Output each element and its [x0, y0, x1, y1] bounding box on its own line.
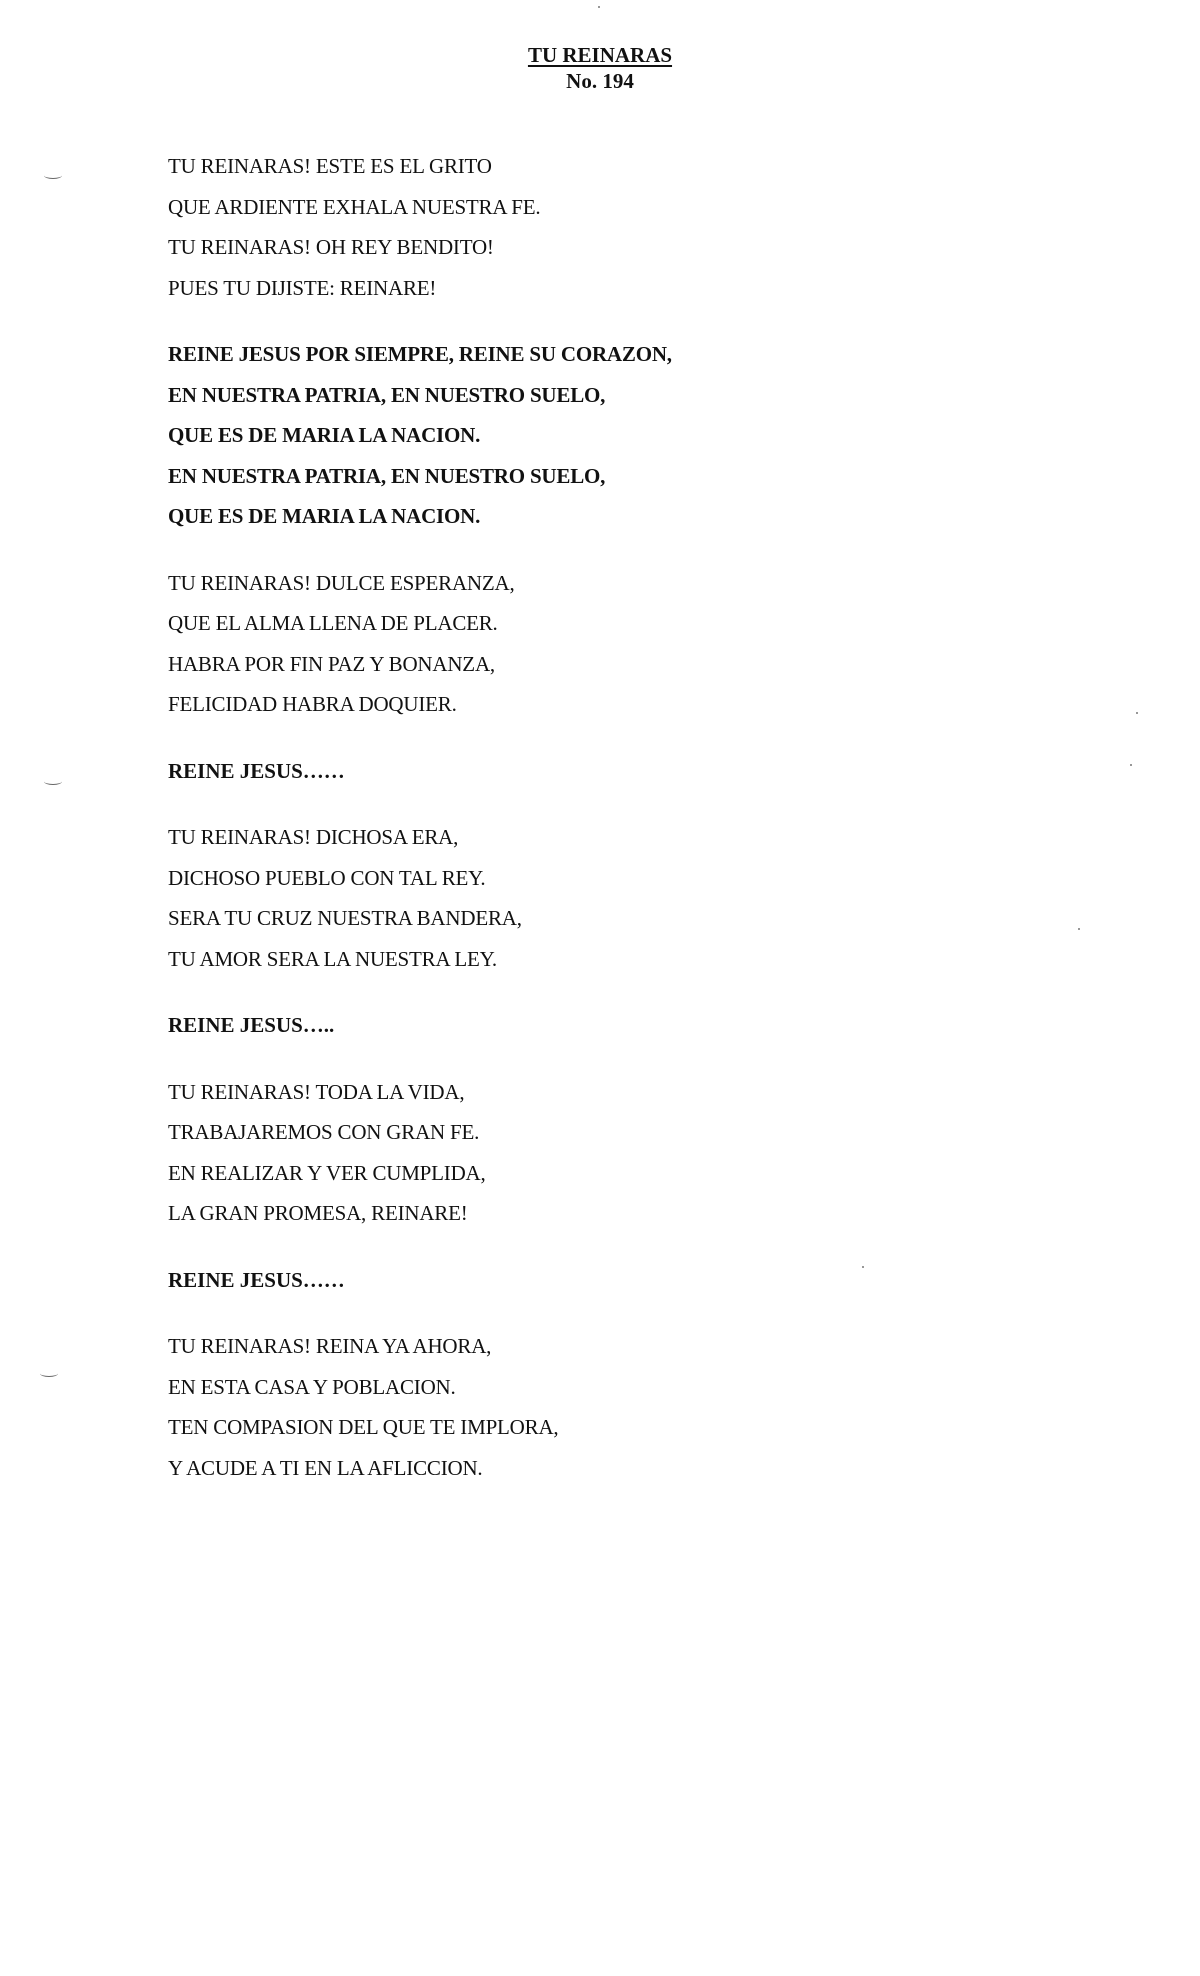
refrain-2: REINE JESUS….. — [168, 1013, 335, 1037]
verse-line: SERA TU CRUZ NUESTRA BANDERA, — [168, 906, 522, 930]
verse-line: TU REINARAS! DICHOSA ERA, — [168, 825, 459, 849]
scan-speck — [598, 6, 600, 8]
chorus — [168, 334, 1068, 537]
chorus-line: REINE JESUS POR SIEMPRE, REINE SU CORAZON, — [168, 342, 672, 366]
verse-line: QUE ARDIENTE EXHALA NUESTRA FE. — [168, 194, 541, 219]
verse-line: TU REINARAS! REINA YA AHORA, — [168, 1334, 492, 1358]
verse-line: FELICIDAD HABRA DOQUIER. — [168, 692, 457, 716]
verse-line: DICHOSO PUEBLO CON TAL REY. — [168, 865, 486, 890]
chorus-line: EN NUESTRA PATRIA, EN NUESTRO SUELO, — [168, 463, 606, 488]
chorus-line: EN NUESTRA PATRIA, EN NUESTRO SUELO, — [168, 382, 606, 407]
verse-line: QUE EL ALMA LLENA DE PLACER. — [168, 611, 498, 635]
verse-line: EN ESTA CASA Y POBLACION. — [168, 1374, 456, 1399]
refrain-1: REINE JESUS…… — [168, 758, 345, 783]
verse-4 — [168, 1072, 1068, 1234]
verse-line: PUES TU DIJISTE: REINARE! — [168, 275, 437, 300]
verse-line: HABRA POR FIN PAZ Y BONANZA, — [168, 651, 495, 676]
verse-1 — [168, 146, 1068, 308]
verse-line: Y ACUDE A TI EN LA AFLICCION. — [168, 1455, 483, 1480]
refrain-3: REINE JESUS…… — [168, 1267, 345, 1292]
verse-line: TU REINARAS! OH REY BENDITO! — [168, 235, 494, 259]
verse-3 — [168, 817, 1068, 979]
verse-line: LA GRAN PROMESA, REINARE! — [168, 1201, 468, 1225]
verse-line: TRABAJAREMOS CON GRAN FE. — [168, 1120, 480, 1144]
hymn-title: TU REINARAS — [527, 43, 673, 67]
verse-2 — [168, 563, 1068, 725]
hymn-number: No. 194 — [566, 69, 634, 93]
verse-line: TU REINARAS! TODA LA VIDA, — [168, 1079, 465, 1104]
scan-mark — [44, 172, 62, 179]
scan-speck — [1136, 712, 1138, 714]
scan-speck — [1078, 928, 1080, 930]
scan-speck — [862, 1266, 864, 1268]
verse-line: TU REINARAS! ESTE ES EL GRITO — [168, 154, 492, 178]
verse-line: TEN COMPASION DEL QUE TE IMPLORA, — [168, 1415, 559, 1439]
verse-line: TU REINARAS! DULCE ESPERANZA, — [168, 570, 515, 595]
scan-speck — [1130, 764, 1132, 766]
verse-line: EN REALIZAR Y VER CUMPLIDA, — [168, 1160, 486, 1185]
hymn-header — [0, 42, 1200, 94]
scan-mark — [40, 1370, 58, 1377]
chorus-line: QUE ES DE MARIA LA NACION. — [168, 423, 481, 447]
chorus-line: QUE ES DE MARIA LA NACION. — [168, 504, 481, 528]
verse-5 — [168, 1326, 1068, 1488]
hymn-body — [168, 146, 1068, 1514]
verse-line: TU AMOR SERA LA NUESTRA LEY. — [168, 946, 497, 971]
scan-mark — [44, 778, 62, 785]
